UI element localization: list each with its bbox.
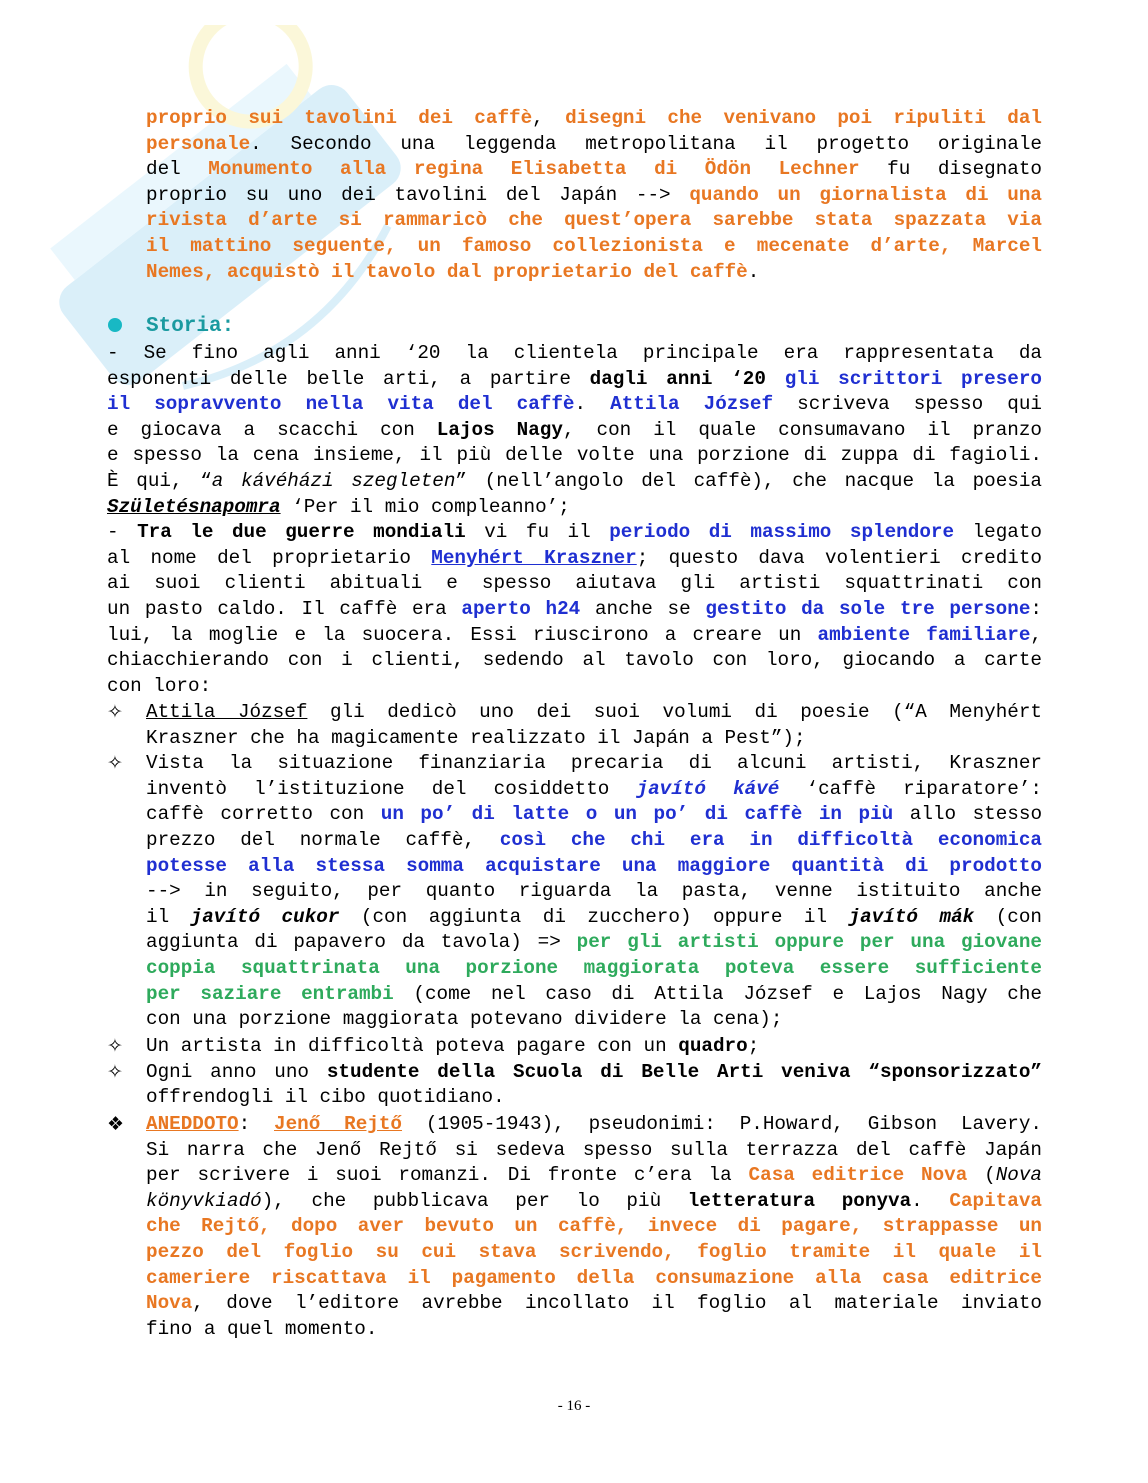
text-line: proprio su uno dei tavolini del Japán --> quando un giornalista di una	[146, 183, 1043, 206]
text-line: aggiunta di papavero da tavola) => per gli artisti oppure per una giovane	[146, 931, 1042, 954]
text-line: Un artista in difficoltà poteva pagare con un quadro;	[146, 1035, 760, 1057]
text-line: Vista la situazione finanziaria precaria di alcuni artisti, Kraszner	[146, 752, 1042, 775]
text-line: il sopravvento nella vita del caffè. Attila József scriveva spesso qui	[107, 393, 1042, 416]
text-line: Születésnapomra ‘Per il mio compleanno’;	[107, 495, 570, 518]
text-line: È qui, “a kávéházi szegleten” (nell’angolo del caffè), che nacque la poesia	[107, 470, 1042, 492]
text-line: - Se fino agli anni ‘20 la clientela principale era rappresentata da	[107, 342, 1042, 364]
text-line: caffè corretto con un po’ di latte o un po’ di caffè in più allo stesso	[146, 803, 1043, 826]
diamond-bullet-icon: ❖	[107, 1113, 125, 1135]
section-heading: Storia:	[146, 315, 235, 338]
text-line: offrendogli il cibo quotidiano.	[146, 1086, 505, 1109]
text-line: chiacchierando con i clienti, sedendo al tavolo con loro, giocando a carte	[107, 649, 1042, 672]
text-line: che Rejtő, dopo aver bevuto un caffè, invece di pagare, strappasse un	[146, 1215, 1042, 1238]
text-line: potesse alla stessa somma acquistare una maggiore quantità di prodotto	[146, 854, 1042, 877]
text-line: ai suoi clienti abituali e spesso aiutava gli artisti squattrinati con	[107, 572, 1042, 595]
text-line: ANEDDOTO: Jenő Rejtő (1905-1943), pseudonimi: P.Howard, Gibson Lavery.	[146, 1113, 1042, 1135]
text-line: al nome del proprietario Menyhért Kraszner; questo dava volentieri credito	[107, 546, 1042, 569]
star-bullet-icon: ✧	[107, 701, 123, 723]
text-line: - Tra le due guerre mondiali vi fu il periodo di massimo splendore legato	[107, 521, 1042, 544]
text-line: un pasto caldo. Il caffè era aperto h24 anche se gestito da sole tre persone:	[107, 598, 1042, 620]
text-line: inventò l’istituzione del cosiddetto javító kávé ‘caffè riparatore’:	[146, 777, 1042, 800]
page-number: - 16 -	[557, 1398, 591, 1414]
text-line: Ogni anno uno studente della Scuola di Belle Arti veniva “sponsorizzato”	[146, 1060, 1042, 1083]
text-line: Attila József gli dedicò uno dei suoi volumi di poesie (“A Menyhért	[146, 701, 1042, 723]
text-line: fino a quel momento.	[146, 1317, 378, 1340]
text-line: con loro:	[107, 674, 212, 697]
text-line: esponenti delle belle arti, a partire dagli anni ‘20 gli scrittori presero	[107, 367, 1042, 390]
text-line: rivista d’arte si rammaricò che quest’opera sarebbe stata spazzata via	[146, 209, 1042, 232]
text-line: e spesso la cena insieme, il più delle volte una porzione di zuppa di fagioli.	[107, 444, 1042, 467]
text-line: del Monumento alla regina Elisabetta di Ödön Lechner fu disegnato	[146, 158, 1043, 181]
text-line: Nemes, acquistò il tavolo dal proprietario del caffè.	[146, 260, 760, 283]
star-bullet-icon: ✧	[107, 1035, 123, 1057]
text-line: il javító cukor (con aggiunta di zucchero) oppure il javító mák (con	[146, 905, 1042, 928]
heading-bullet-icon	[108, 318, 122, 332]
text-line: il mattino seguente, un famoso collezionista e mecenate d’arte, Marcel	[146, 235, 1042, 257]
text-line: Si narra che Jenő Rejtő si sedeva spesso sulla terrazza del caffè Japán	[146, 1138, 1042, 1161]
text-line: cameriere riscattava il pagamento della consumazione alla casa editrice	[146, 1266, 1042, 1289]
text-line: proprio sui tavolini dei caffè, disegni che venivano poi ripuliti dal	[146, 107, 1042, 129]
text-line: könyvkiadó), che pubblicava per lo più letteratura ponyva. Capitava	[146, 1189, 1042, 1212]
text-line: Kraszner che ha magicamente realizzato il Japán a Pest”);	[146, 726, 806, 749]
text-line: prezzo del normale caffè, così che chi era in difficoltà economica	[146, 829, 1042, 851]
text-line: personale. Secondo una leggenda metropolitana il progetto originale	[146, 132, 1042, 155]
star-bullet-icon: ✧	[107, 1060, 123, 1083]
text-line: Nova, dove l’editore avrebbe incollato il foglio al materiale inviato	[146, 1292, 1042, 1315]
star-bullet-icon: ✧	[107, 752, 123, 775]
text-line: per scrivere i suoi romanzi. Di fronte c’era la Casa editrice Nova (Nova	[146, 1164, 1042, 1187]
text-line: per saziare entrambi (come nel caso di Attila József e Lajos Nagy che	[146, 982, 1042, 1005]
text-line: coppia squattrinata una porzione maggiorata poteva essere sufficiente	[146, 957, 1042, 979]
text-line: --> in seguito, per quanto riguarda la pasta, venne istituito anche	[146, 880, 1042, 903]
text-line: lui, la moglie e la suocera. Essi riuscirono a creare un ambiente familiare,	[107, 623, 1042, 646]
text-line: con una porzione maggiorata potevano dividere la cena);	[146, 1008, 783, 1031]
text-line: e giocava a scacchi con Lajos Nagy, con il quale consumavano il pranzo	[107, 418, 1042, 441]
text-line: pezzo del foglio su cui stava scrivendo, foglio tramite il quale il	[146, 1241, 1042, 1263]
